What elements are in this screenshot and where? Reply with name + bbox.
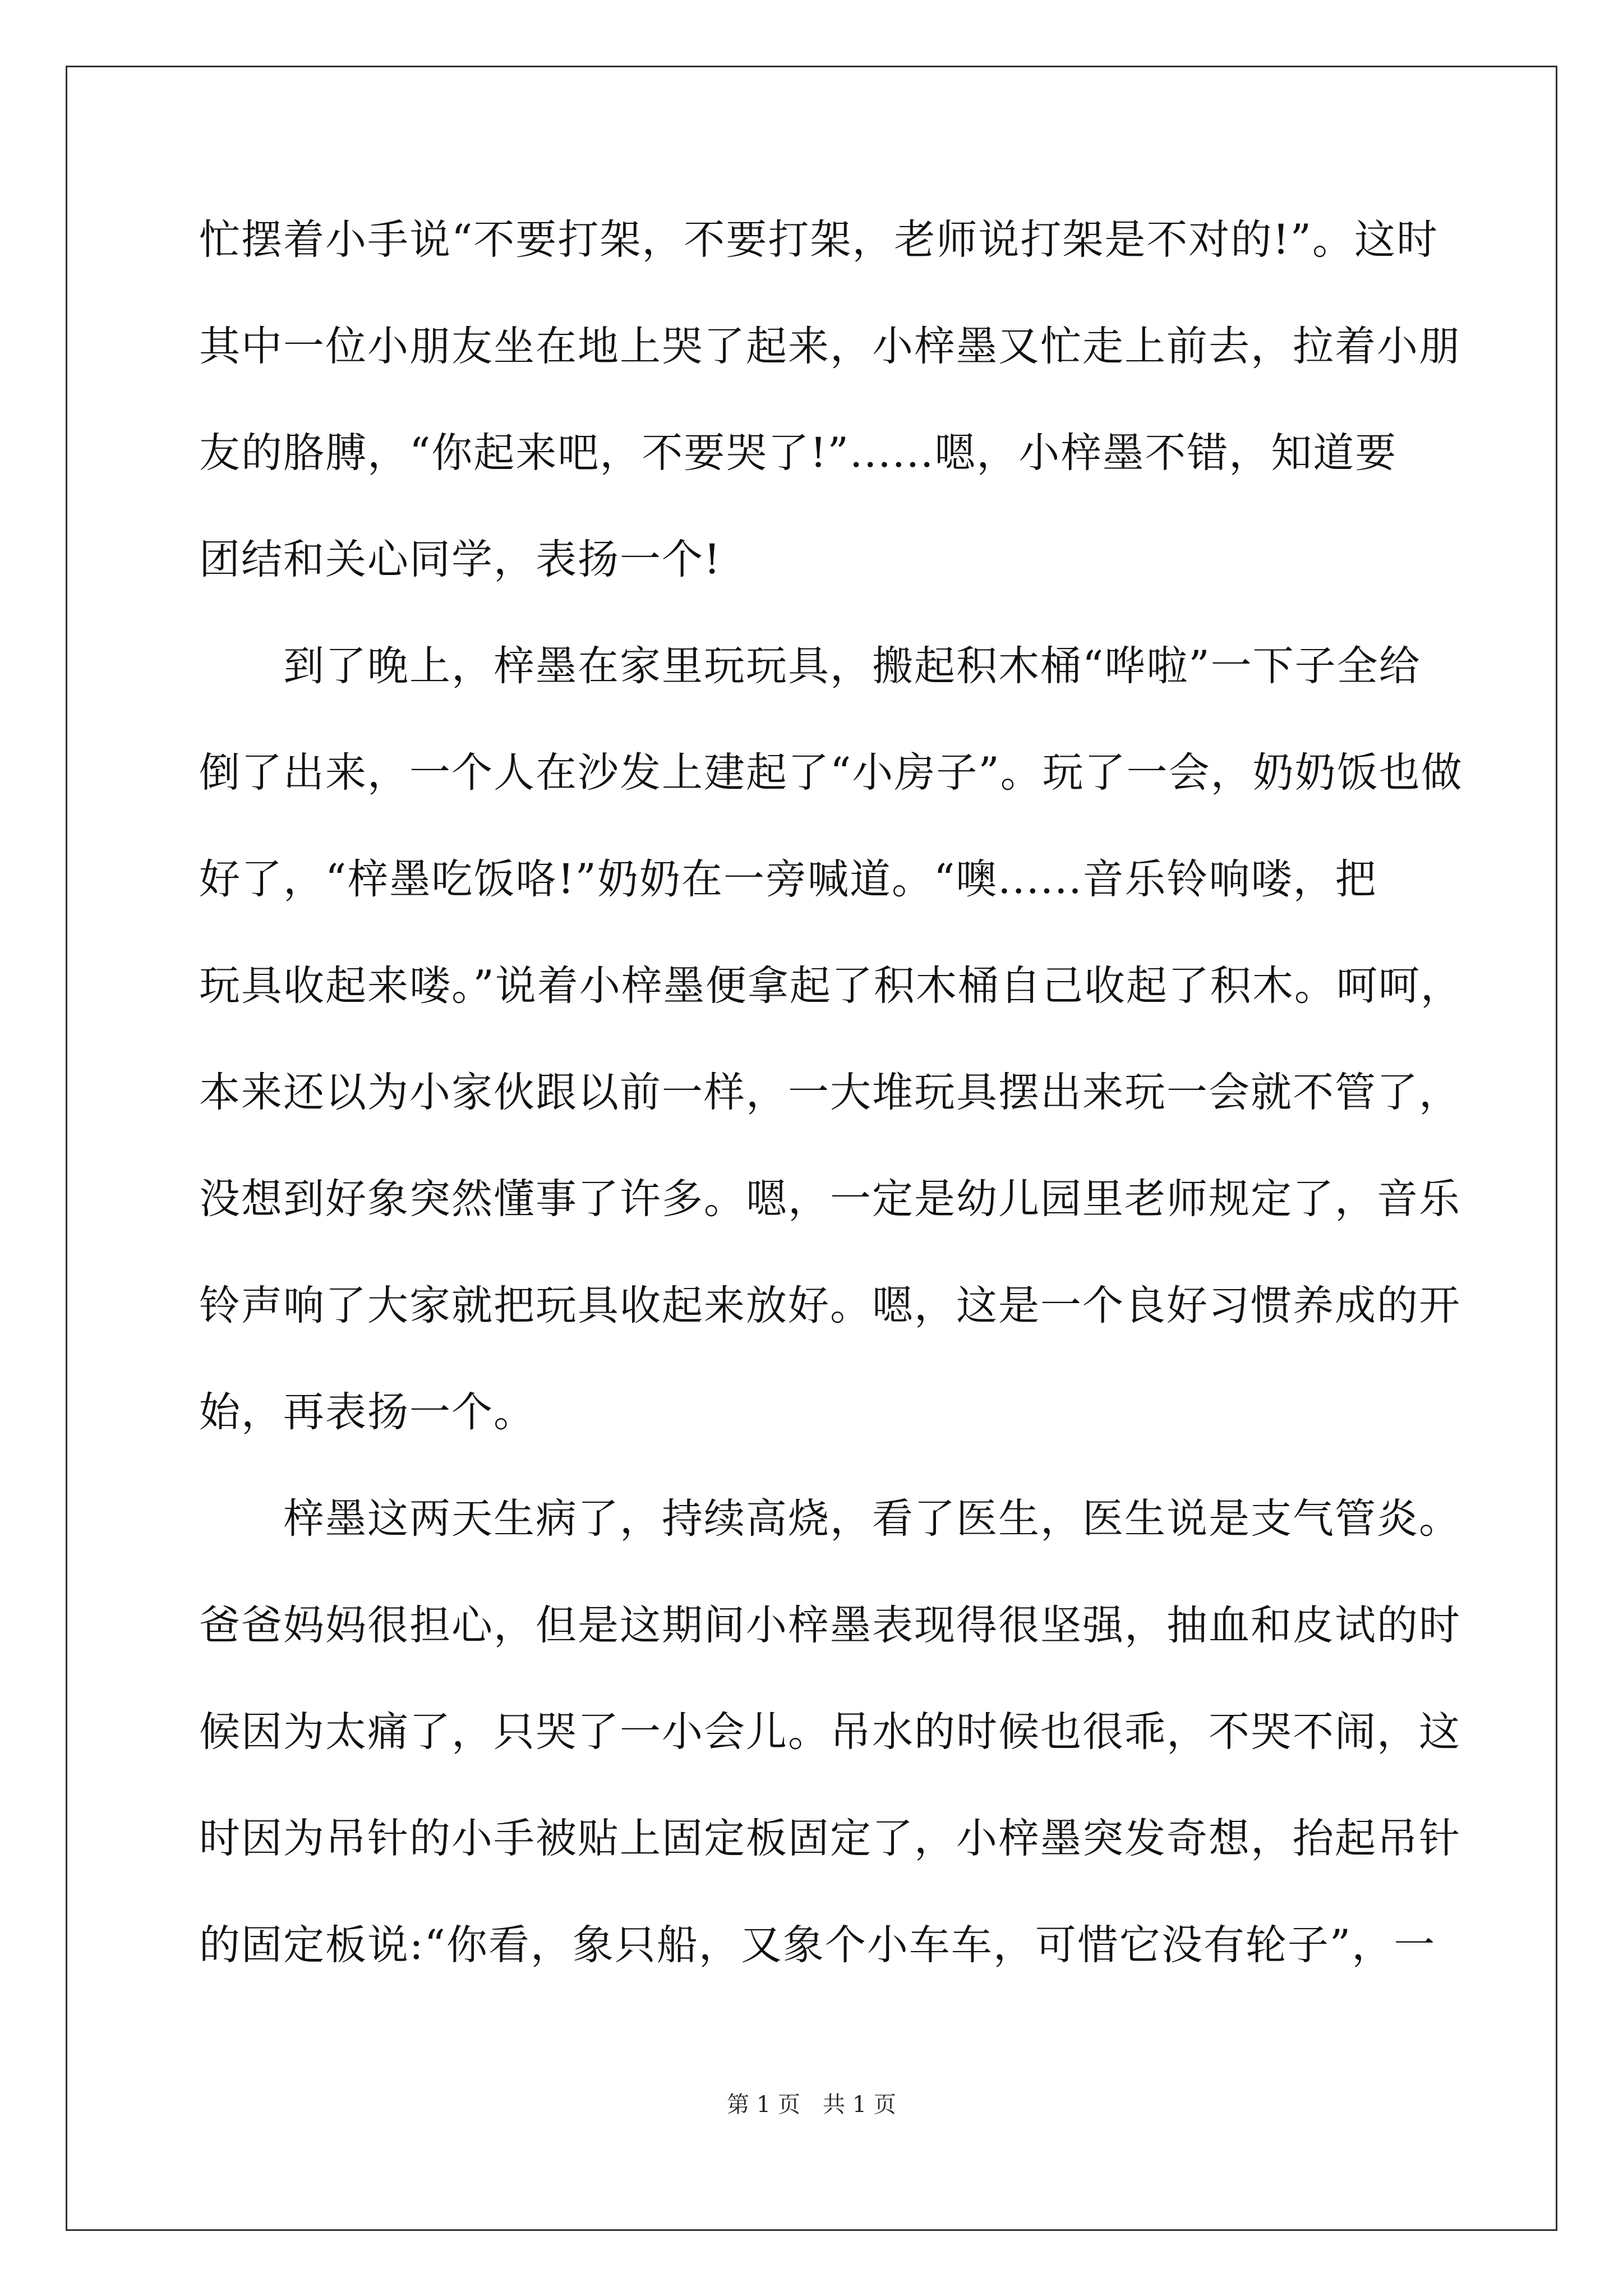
text-line: 始，再表扬一个。 (199, 1388, 536, 1436)
text-line: 铃声响了大家就把玩具收起来放好。嗯，这是一个良好习惯养成的开 (199, 1282, 1461, 1329)
text-line: 其中一位小朋友坐在地上哭了起来，小梓墨又忙走上前去，拉着小朋 (199, 323, 1461, 370)
text-line: 忙摆着小手说“不要打架，不要打架，老师说打架是不对的!”。这时 (199, 216, 1438, 264)
text-line: 的固定板说:“你看，象只船，又象个小车车，可惜它没有轮子”，一 (199, 1921, 1436, 1969)
text-line: 候因为太痛了，只哭了一小会儿。吊水的时候也很乖，不哭不闹，这 (199, 1708, 1461, 1756)
page-number-footer: 第 1 页 共 1 页 (727, 2092, 896, 2118)
text-line: 倒了出来，一个人在沙发上建起了“小房子”。玩了一会，奶奶饭也做 (199, 749, 1463, 797)
text-line: 梓墨这两天生病了，持续高烧，看了医生，医生说是支气管炎。 (199, 1495, 1461, 1543)
text-line: 到了晚上，梓墨在家里玩玩具，搬起积木桶“哗啦”一下子全给 (199, 642, 1421, 690)
text-line: 没想到好象突然懂事了许多。嗯，一定是幼儿园里老师规定了，音乐 (199, 1175, 1461, 1223)
text-line: 本来还以为小家伙跟以前一样，一大堆玩具摆出来玩一会就不管了， (199, 1069, 1461, 1116)
text-line: 友的胳膊，“你起来吧，不要哭了!”......嗯，小梓墨不错，知道要 (199, 429, 1398, 477)
text-line: 团结和关心同学，表扬一个! (199, 536, 722, 583)
page-border (66, 66, 1557, 2231)
text-line: 好了，“梓墨吃饭咯!”奶奶在一旁喊道。“噢......音乐铃响喽，把 (199, 855, 1377, 903)
text-line: 爸爸妈妈很担心，但是这期间小梓墨表现得很坚强，抽血和皮试的时 (199, 1602, 1461, 1649)
text-line: 时因为吊针的小手被贴上固定板固定了，小梓墨突发奇想，抬起吊针 (199, 1815, 1461, 1862)
text-line: 玩具收起来喽。”说着小梓墨便拿起了积木桶自己收起了积木。呵呵， (199, 962, 1463, 1010)
